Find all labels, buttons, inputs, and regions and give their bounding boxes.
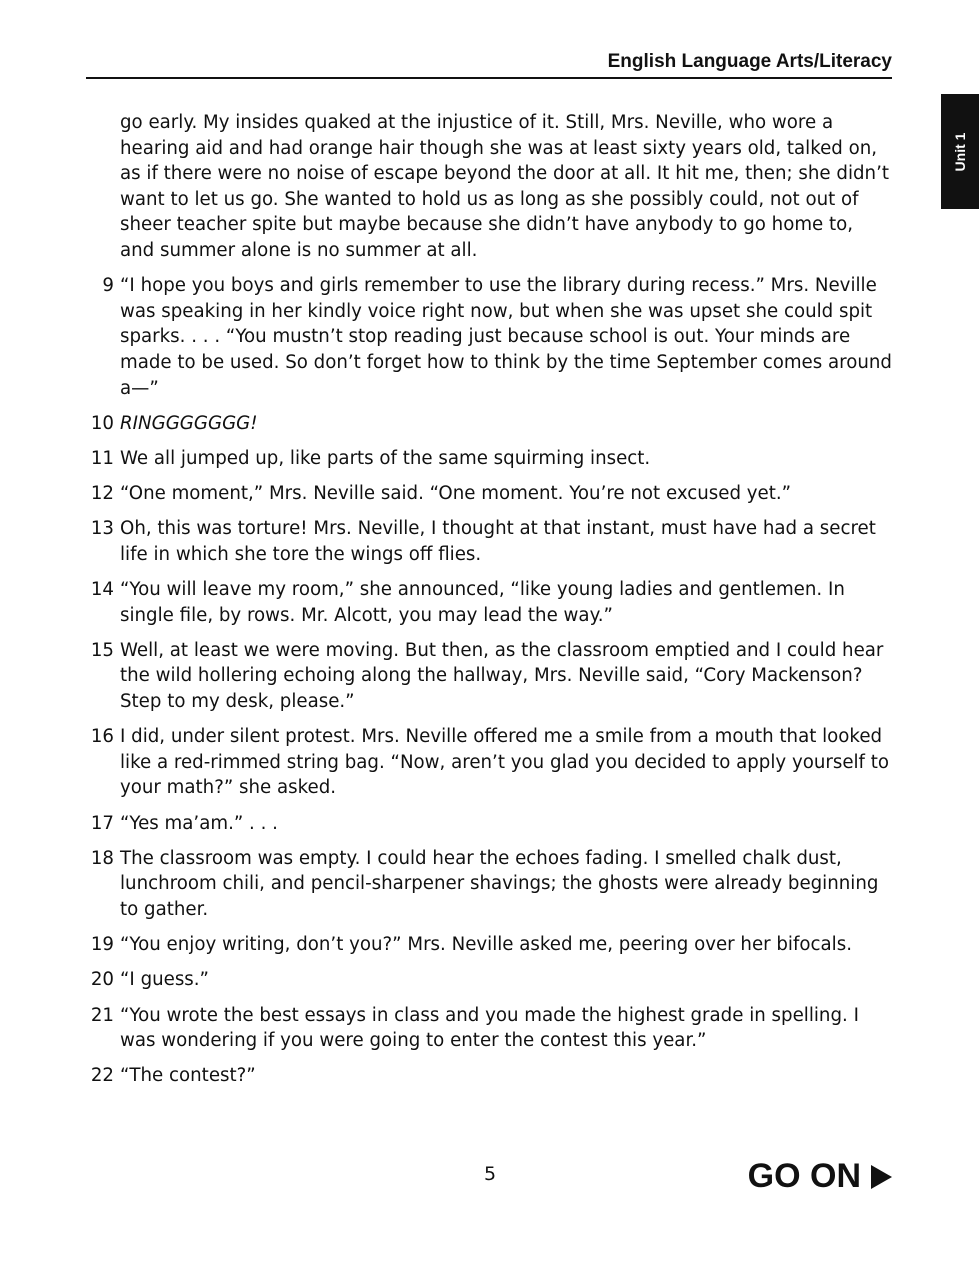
paragraph bbox=[86, 846, 892, 923]
paragraph-number: 10 bbox=[90, 412, 114, 434]
paragraph-number: 15 bbox=[90, 639, 114, 661]
paragraph-text: Well, at least we were moving. But then, as the classroom emptied and I could hear the wild hollering echoing along the hallway, Mrs. Neville said, “Cory Mackenson? Step to my desk, please.” bbox=[120, 639, 884, 713]
paragraph-text: “You wrote the best essays in class and you made the highest grade in spelling. I was wondering if you were going to enter the contest this year.” bbox=[120, 1004, 859, 1052]
paragraph-text: “I guess.” bbox=[120, 969, 209, 991]
paragraph-number: 19 bbox=[90, 934, 114, 956]
paragraph-text: We all jumped up, like parts of the same squirming insect. bbox=[120, 447, 651, 469]
page-header-title: English Language Arts/Literacy bbox=[607, 51, 892, 72]
paragraph-text: The classroom was empty. I could hear the echoes fading. I smelled chalk dust, lunchroom chili, and pencil-sharpener shavings; the ghosts were already beginning to gather. bbox=[120, 847, 879, 920]
paragraph-text: “You will leave my room,” she announced, “like young ladies and gentlemen. In single file, by rows. Mr. Alcott, you may lead the way.” bbox=[120, 579, 845, 626]
play-arrow-icon bbox=[871, 1165, 892, 1189]
paragraph-text: I did, under silent protest. Mrs. Neville offered me a smile from a mouth that looked like a red-rimmed string bag. “Now, aren’t you glad you decided to apply yourself to your math?” she asked. bbox=[120, 726, 889, 799]
paragraph bbox=[86, 481, 892, 507]
paragraph bbox=[86, 1003, 892, 1054]
paragraph bbox=[86, 1063, 892, 1089]
paragraph-number: 14 bbox=[90, 579, 114, 601]
passage-body bbox=[86, 110, 892, 1099]
paragraph-number: 13 bbox=[90, 518, 114, 540]
paragraph-text: “I hope you boys and girls remember to use the library during recess.” Mrs. Neville was speaking in her kindly voice right now, but when she was upset she could spit sparks. . . . “You mustn’t stop reading just because school is out. Your minds are made to be used. So don’t forget how to think by the time September comes around a—” bbox=[120, 275, 892, 399]
paragraph bbox=[86, 967, 892, 993]
paragraph bbox=[86, 577, 892, 628]
paragraph-number: 11 bbox=[90, 447, 114, 469]
header-divider bbox=[86, 77, 892, 79]
paragraph-text: “The contest?” bbox=[120, 1065, 256, 1087]
paragraph-number: 17 bbox=[90, 812, 114, 834]
paragraph bbox=[86, 724, 892, 801]
paragraph-number: 9 bbox=[102, 275, 114, 297]
paragraph-text: “You enjoy writing, don’t you?” Mrs. Neville asked me, peering over her bifocals. bbox=[120, 934, 852, 956]
go-on-button[interactable] bbox=[748, 1157, 892, 1196]
paragraph-text: go early. My insides quaked at the injustice of it. Still, Mrs. Neville, who wore a hearing aid and had orange hair though she was at least sixty years old, talked on, as if there were no noise of escape beyond the door at all. It hit me, then; she didn’t want to let us go. She wanted to hold us as long as she possibly could, not out of sheer teacher spite but maybe because she didn’t have anybody to go home to, and summer alone is no summer at all. bbox=[120, 112, 889, 261]
paragraph-text: RINGGGGGGG! bbox=[120, 412, 258, 434]
paragraph-number: 20 bbox=[90, 969, 114, 991]
paragraph-text: “Yes ma’am.” . . . bbox=[120, 812, 278, 834]
passage-continuation bbox=[86, 110, 892, 264]
paragraph bbox=[86, 932, 892, 958]
paragraph-text: “One moment,” Mrs. Neville said. “One moment. You’re not excused yet.” bbox=[120, 483, 792, 505]
paragraph-number: 12 bbox=[90, 483, 114, 505]
paragraph bbox=[86, 411, 892, 437]
paragraph-number: 18 bbox=[90, 847, 114, 869]
paragraph bbox=[86, 516, 892, 567]
paragraph bbox=[86, 273, 892, 401]
page-number: 5 bbox=[483, 1163, 497, 1185]
unit-tab bbox=[941, 94, 979, 209]
paragraph-number: 21 bbox=[90, 1004, 114, 1026]
paragraph bbox=[86, 811, 892, 837]
paragraph bbox=[86, 638, 892, 715]
unit-tab-label: Unit 1 bbox=[952, 132, 968, 171]
paragraph-number: 16 bbox=[90, 726, 114, 748]
go-on-label: GO ON bbox=[747, 1157, 861, 1195]
paragraph-text: Oh, this was torture! Mrs. Neville, I thought at that instant, must have had a secret life in which she tore the wings off flies. bbox=[120, 518, 876, 565]
paragraph-number: 22 bbox=[90, 1065, 114, 1087]
paragraph bbox=[86, 446, 892, 472]
